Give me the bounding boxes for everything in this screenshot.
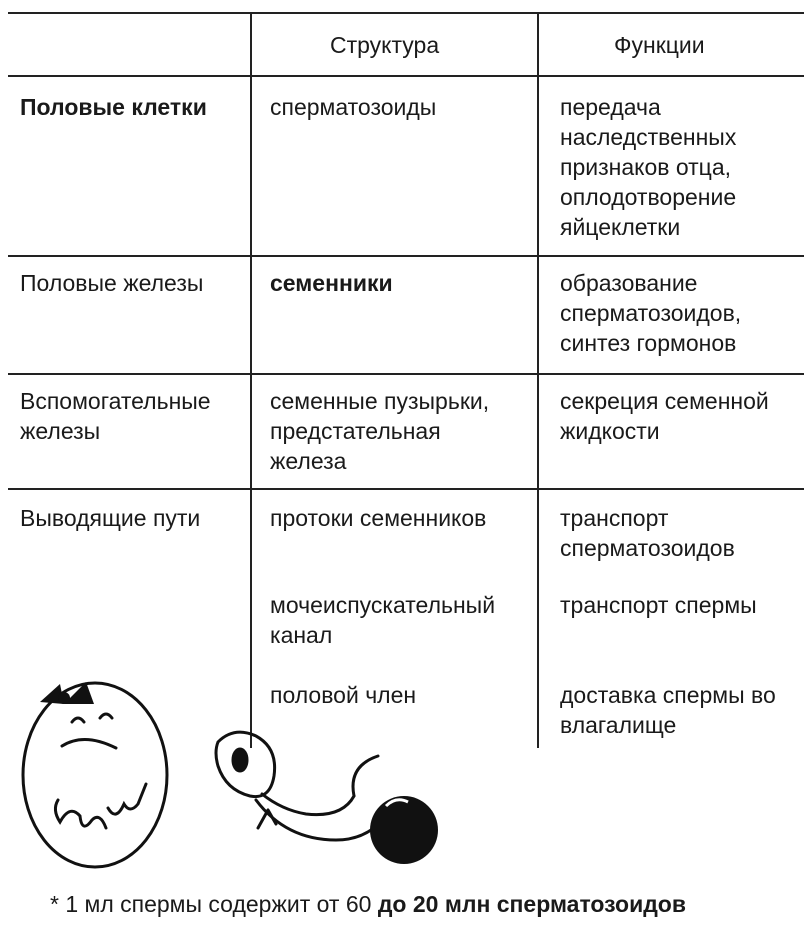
footnote-prefix: * 1 мл спермы содержит от 60 <box>50 891 378 917</box>
header-functions: Функции <box>614 32 705 58</box>
row-organ: Выводящие пути <box>20 505 201 531</box>
row-divider-2 <box>8 373 804 375</box>
ball-and-chain-icon <box>370 796 438 864</box>
footnote <box>50 889 686 919</box>
row-divider-1 <box>8 255 804 257</box>
row-organ: Вспомогательные железы <box>20 388 211 444</box>
row-function: транспорт сперматозоидов <box>560 505 735 561</box>
row-function: образование сперматозоидов, синтез гормонов <box>560 270 742 356</box>
row-divider-3 <box>8 488 804 490</box>
footnote-emphasis: до 20 млн сперматозоидов <box>377 891 686 917</box>
egg-and-sperm-cartoon <box>0 660 470 885</box>
header-structure: Структура <box>330 32 440 58</box>
row-structure: семенные пузырьки, предстательная железа <box>270 388 490 474</box>
row-function: передача наследственных признаков отца, оплодотворение яйцеклетки <box>560 94 737 240</box>
row-structure: сперматозоиды <box>270 94 437 120</box>
row-structure: протоки семенников <box>270 505 487 531</box>
column-divider-2 <box>537 12 539 748</box>
bow-icon <box>40 682 94 704</box>
table-top-border <box>8 12 804 14</box>
header-divider <box>8 75 804 77</box>
sperm-character <box>216 732 394 840</box>
row-function: секреция семенной жидкости <box>560 388 769 444</box>
row-structure: семенники <box>270 270 393 296</box>
row-structure: мочеиспускательный канал <box>270 592 496 648</box>
row-structure: половой член <box>270 682 417 708</box>
row-organ: Половые клетки <box>20 94 207 120</box>
column-divider-1 <box>250 12 252 748</box>
row-function: транспорт спермы <box>560 592 757 618</box>
row-function: доставка спермы во влагалище <box>560 682 776 738</box>
row-organ: Половые железы <box>20 270 204 296</box>
egg-character <box>23 683 167 867</box>
